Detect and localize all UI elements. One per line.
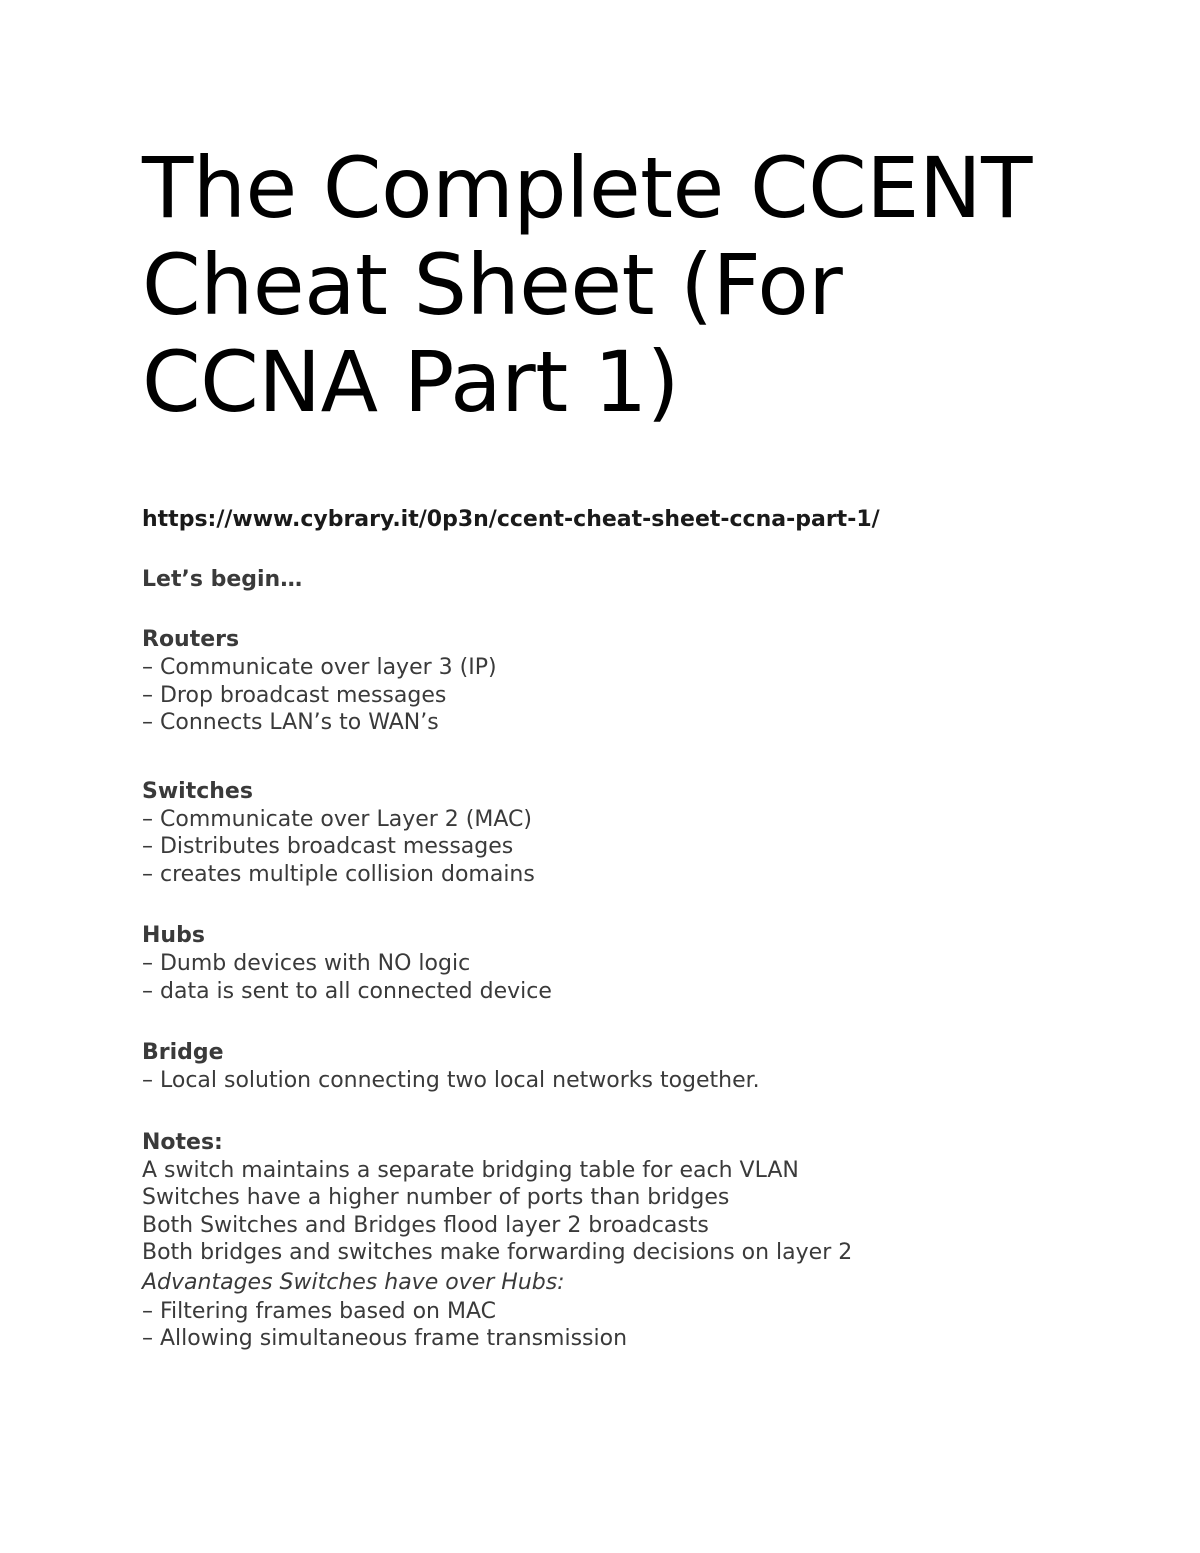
- title-line: The Complete CCENT: [142, 139, 1032, 237]
- list-item: – Communicate over Layer 2 (MAC): [142, 806, 532, 832]
- section-heading: Bridge: [142, 1040, 224, 1065]
- page-title: [142, 140, 1102, 431]
- list-item: – Connects LAN’s to WAN’s: [142, 710, 439, 735]
- section-bridge: [142, 1039, 1102, 1095]
- list-item: – Dumb devices with NO logic: [142, 951, 471, 976]
- list-item: – Distributes broadcast messages: [142, 834, 514, 859]
- list-item: – Filtering frames based on MAC: [142, 1298, 496, 1324]
- intro-text: Let’s begin…: [142, 567, 303, 592]
- note-line: Switches have a higher number of ports than bridges: [142, 1185, 730, 1210]
- note-line: A switch maintains a separate bridging table for each VLAN: [142, 1157, 799, 1183]
- list-item: – Communicate over layer 3 (IP): [142, 655, 497, 680]
- section-routers: [142, 626, 1102, 737]
- section-hubs: [142, 922, 1102, 1005]
- note-line: Both Switches and Bridges flood layer 2 broadcasts: [142, 1212, 709, 1238]
- list-item: – data is sent to all connected device: [142, 978, 552, 1004]
- list-item: – Allowing simultaneous frame transmission: [142, 1326, 628, 1351]
- title-line: CCNA Part 1): [142, 333, 680, 431]
- advantages-heading: Advantages Switches have over Hubs:: [142, 1269, 565, 1295]
- section-heading: Notes:: [142, 1129, 223, 1155]
- list-item: – creates multiple collision domains: [142, 861, 535, 887]
- title-line: Cheat Sheet (For: [142, 236, 843, 334]
- note-line: Both bridges and switches make forwarding decisions on layer 2: [142, 1240, 853, 1265]
- source-url: https://www.cybrary.it/0p3n/ccent-cheat-sheet-ccna-part-1/: [142, 507, 880, 532]
- section-heading: Routers: [142, 627, 240, 652]
- section-notes: [142, 1129, 1102, 1353]
- section-heading: Switches: [142, 778, 253, 804]
- section-switches: [142, 778, 1102, 889]
- document-page: [142, 140, 1102, 1353]
- section-heading: Hubs: [142, 923, 205, 948]
- list-item: – Drop broadcast messages: [142, 682, 447, 708]
- list-item: – Local solution connecting two local networks together.: [142, 1068, 760, 1093]
